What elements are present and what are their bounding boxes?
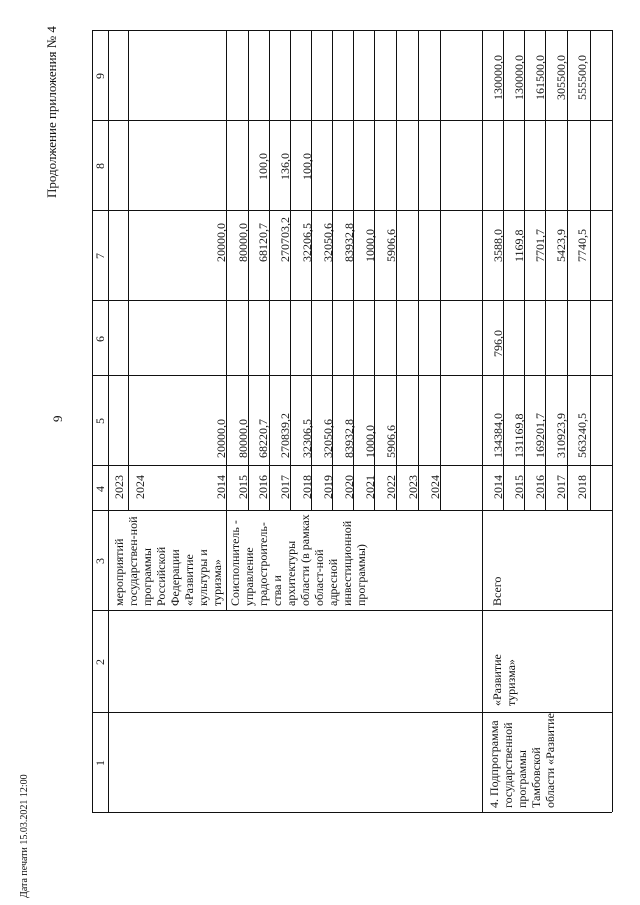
year-cell: 2024 <box>428 475 442 499</box>
value-cell: 100,0 <box>256 153 270 180</box>
subprogram-name: «Развитие туризма» <box>490 654 518 706</box>
value-cell: 3588,0 <box>491 229 505 262</box>
value-cell: 80000,0 <box>236 223 250 262</box>
header-cell: 7 <box>93 253 107 259</box>
value-cell: 555500,0 <box>575 55 589 100</box>
value-cell: 310923,9 <box>554 413 568 458</box>
value-cell: 5906,6 <box>384 229 398 262</box>
subprogram-title: 4. Подпрограмма государственной программы Тамбовской области «Развитие <box>487 713 557 808</box>
grid-line <box>590 30 591 510</box>
grid-line <box>92 465 612 466</box>
grid-line <box>482 712 483 812</box>
value-cell: 131169,8 <box>512 413 526 458</box>
header-cell: 1 <box>93 760 107 766</box>
year-cell: 2016 <box>533 475 547 499</box>
grid-line <box>612 30 613 812</box>
value-cell: 83932,8 <box>342 419 356 458</box>
value-cell: 796,0 <box>491 330 505 357</box>
value-cell: 1000,0 <box>363 425 377 458</box>
value-cell: 134384,0 <box>491 413 505 458</box>
year-cell: 2023 <box>406 475 420 499</box>
value-cell: 32050,6 <box>321 419 335 458</box>
grid-line <box>92 210 612 211</box>
year-cell: 2023 <box>112 475 126 499</box>
year-cell: 2018 <box>575 475 589 499</box>
header-cell: 4 <box>93 485 107 492</box>
header-cell: 9 <box>93 73 107 79</box>
header-cell: 3 <box>93 558 107 564</box>
value-cell: 5423,9 <box>554 229 568 262</box>
year-cell: 2018 <box>300 475 314 499</box>
value-cell: 270703,2 <box>278 217 292 262</box>
grid-line <box>482 30 483 510</box>
value-cell: 80000,0 <box>236 419 250 458</box>
value-cell: 100,0 <box>300 153 314 180</box>
value-cell: 270839,2 <box>278 413 292 458</box>
value-cell: 1169,8 <box>512 229 526 262</box>
header-cell: 6 <box>93 335 107 342</box>
year-cell: 2020 <box>342 475 356 499</box>
header-cell: 5 <box>93 418 107 424</box>
year-cell: 2019 <box>321 475 335 499</box>
grid-line <box>92 610 612 611</box>
grid-line <box>92 300 612 301</box>
page-number: 9 <box>50 415 65 422</box>
year-cell: 2016 <box>256 475 270 499</box>
value-cell: 83932,8 <box>342 223 356 262</box>
grid-line <box>482 510 483 712</box>
value-cell: 305500,0 <box>554 55 568 100</box>
value-cell: 161500,0 <box>533 55 547 100</box>
year-cell: 2024 <box>133 475 147 499</box>
year-cell: 2022 <box>384 475 398 499</box>
header-cell: 2 <box>93 659 107 665</box>
year-cell: 2014 <box>214 475 228 499</box>
value-cell: 169201,7 <box>533 413 547 458</box>
value-cell: 130000,0 <box>512 55 526 100</box>
year-cell: 2014 <box>491 475 505 499</box>
grid-line <box>418 30 419 510</box>
grid-line <box>440 30 441 510</box>
value-cell: 5906,6 <box>384 425 398 458</box>
grid-line <box>92 812 612 813</box>
value-cell: 136,0 <box>278 153 292 180</box>
year-cell: 2015 <box>512 475 526 499</box>
value-cell: 20000,0 <box>214 419 228 458</box>
year-cell: 2015 <box>236 475 250 499</box>
value-cell: 1000,0 <box>363 229 377 262</box>
value-cell: 68220,7 <box>256 419 270 458</box>
total-label: Всего <box>490 576 504 606</box>
grid-line <box>226 510 227 610</box>
value-cell: 130000,0 <box>491 55 505 100</box>
measure-description: мероприятий государствен-ной программы Российской Федерации «Развитие культуры и туризма» <box>112 516 224 606</box>
grid-line <box>92 120 612 121</box>
value-cell: 32206,5 <box>300 223 314 262</box>
value-cell: 20000,0 <box>214 223 228 262</box>
value-cell: 563240,5 <box>575 413 589 458</box>
print-date: Дата печати 15.03.2021 12:00 <box>19 774 30 898</box>
grid-line <box>108 30 109 812</box>
co-executor-description: Соисполнитель - управление градостроитель-ства и архитектуры области (в рамках област-ной адресной инвестиционной программы) <box>228 514 368 606</box>
appendix-note: Продолжение приложения № 4 <box>44 26 59 198</box>
grid-line <box>92 30 612 31</box>
header-cell: 8 <box>93 163 107 169</box>
value-cell: 7701,7 <box>533 229 547 262</box>
year-cell: 2017 <box>278 475 292 499</box>
grid-line <box>128 30 129 510</box>
value-cell: 32306,5 <box>300 419 314 458</box>
year-cell: 2021 <box>363 475 377 499</box>
value-cell: 68120,7 <box>256 223 270 262</box>
grid-line <box>92 375 612 376</box>
value-cell: 32050,6 <box>321 223 335 262</box>
year-cell: 2017 <box>554 475 568 499</box>
value-cell: 7740,5 <box>575 229 589 262</box>
